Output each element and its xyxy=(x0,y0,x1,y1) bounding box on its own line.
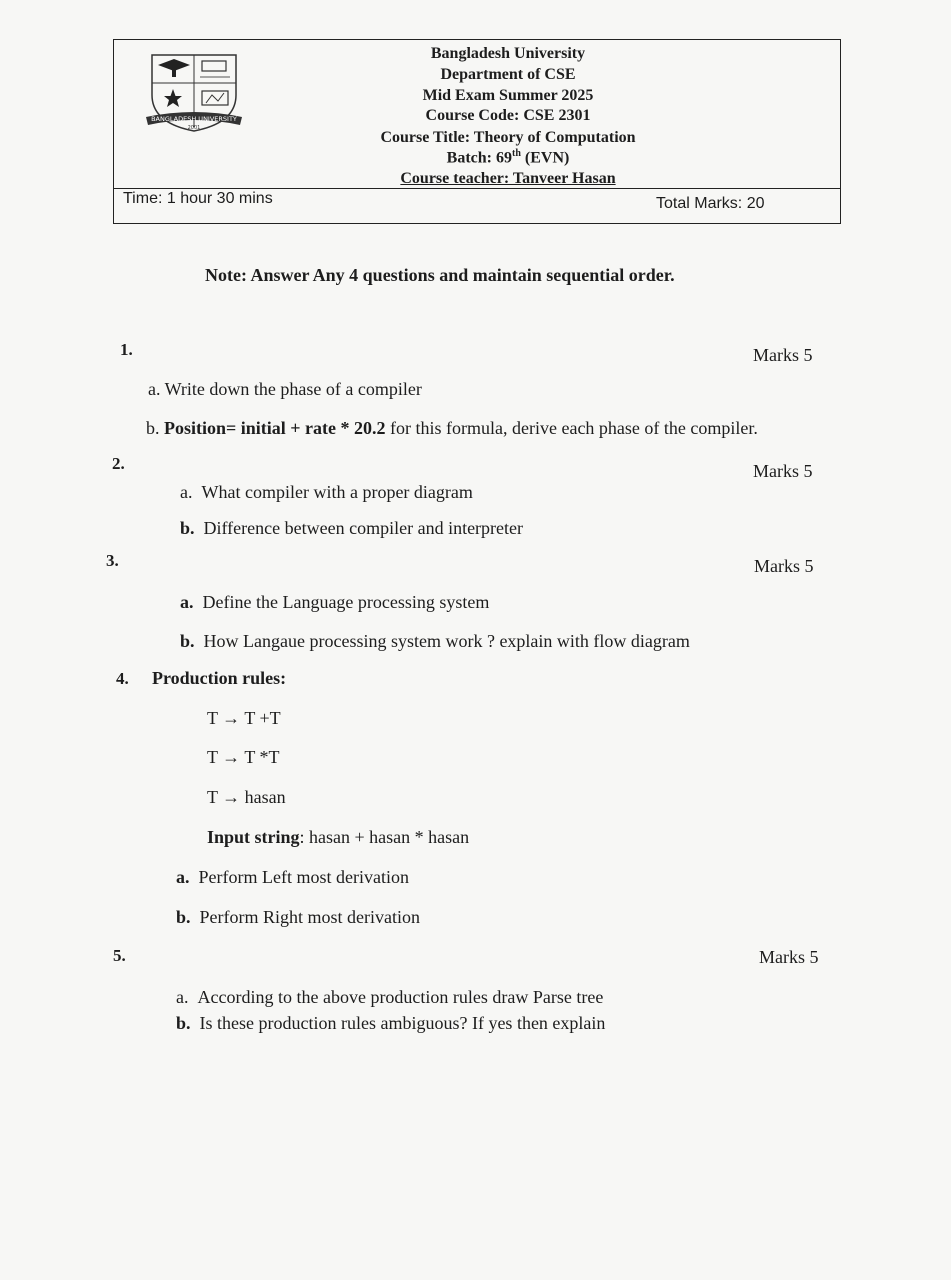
question-3b-text: How Langaue processing system work ? explain with flow diagram xyxy=(203,631,690,651)
course-teacher: Course teacher: Tanveer Hasan xyxy=(400,170,616,187)
question-3b-label: b. xyxy=(180,631,195,651)
question-3a-text: Define the Language processing system xyxy=(202,592,490,612)
production-rule-3: T → hasan xyxy=(207,787,286,807)
question-4-number: 4. xyxy=(116,669,129,688)
question-4a-label: a. xyxy=(176,867,190,887)
question-2a-label: a. xyxy=(180,482,193,502)
question-3a xyxy=(180,592,489,613)
exam-header xyxy=(113,39,841,224)
question-4b-text: Perform Right most derivation xyxy=(199,907,420,927)
question-4a-text: Perform Left most derivation xyxy=(198,867,409,887)
department: Department of CSE xyxy=(440,66,576,83)
question-3-number: 3. xyxy=(106,551,119,570)
question-1-number: 1. xyxy=(120,340,133,359)
production-rule-2: T → T *T xyxy=(207,747,280,767)
logo-year: 2001 xyxy=(187,125,201,131)
question-5a xyxy=(176,987,603,1008)
batch-sup: th xyxy=(511,148,521,159)
time-label: Time: 1 hour 30 mins xyxy=(123,190,273,207)
header-divider xyxy=(114,188,840,189)
batch-suffix: (EVN) xyxy=(520,149,570,167)
question-1-marks: Marks 5 xyxy=(753,345,813,365)
course-title: Course Title: Theory of Computation xyxy=(380,129,636,146)
question-2b-label: b. xyxy=(180,518,195,538)
input-string-value: : hasan + hasan * hasan xyxy=(299,827,470,847)
logo-text: BANGLADESH UNIVERSITY xyxy=(151,115,237,123)
question-5-marks: Marks 5 xyxy=(759,947,819,967)
question-4a xyxy=(176,867,409,888)
question-1b xyxy=(146,418,758,439)
production-rule-1: T → T +T xyxy=(207,708,281,728)
university-name: Bangladesh University xyxy=(430,45,586,62)
question-5b xyxy=(176,1013,605,1034)
exam-title: Mid Exam Summer 2025 xyxy=(422,87,594,104)
question-3-marks: Marks 5 xyxy=(754,556,814,576)
question-1b-formula: Position= initial + rate * 20.2 xyxy=(164,418,386,438)
question-3b xyxy=(180,631,690,652)
question-2b xyxy=(180,518,523,539)
question-5a-text: According to the above production rules draw Parse tree xyxy=(197,987,604,1007)
input-string-label: Input string xyxy=(207,827,300,847)
question-2b-text: Difference between compiler and interpreter xyxy=(203,518,524,538)
question-1a: a. Write down the phase of a compiler xyxy=(148,379,422,399)
total-marks: Total Marks: 20 xyxy=(656,195,765,212)
question-5-number: 5. xyxy=(113,946,126,965)
question-1b-label: b. xyxy=(146,418,160,438)
question-5b-text: Is these production rules ambiguous? If yes then explain xyxy=(199,1013,606,1033)
course-code: Course Code: CSE 2301 xyxy=(425,107,591,124)
input-string xyxy=(207,827,469,848)
question-2a xyxy=(180,482,473,503)
question-4-title: Production rules: xyxy=(152,668,287,688)
question-2a-text: What compiler with a proper diagram xyxy=(201,482,473,502)
question-4b xyxy=(176,907,420,928)
question-1b-text: for this formula, derive each phase of the compiler. xyxy=(390,418,758,438)
question-3a-label: a. xyxy=(180,592,194,612)
question-2-marks: Marks 5 xyxy=(753,461,813,481)
note: Note: Answer Any 4 questions and maintain sequential order. xyxy=(205,265,675,285)
question-2-number: 2. xyxy=(112,454,125,473)
question-5b-label: b. xyxy=(176,1013,191,1033)
batch-prefix: Batch: 69 xyxy=(446,149,512,167)
question-5a-label: a. xyxy=(176,987,189,1007)
batch xyxy=(144,148,872,167)
question-4b-label: b. xyxy=(176,907,191,927)
